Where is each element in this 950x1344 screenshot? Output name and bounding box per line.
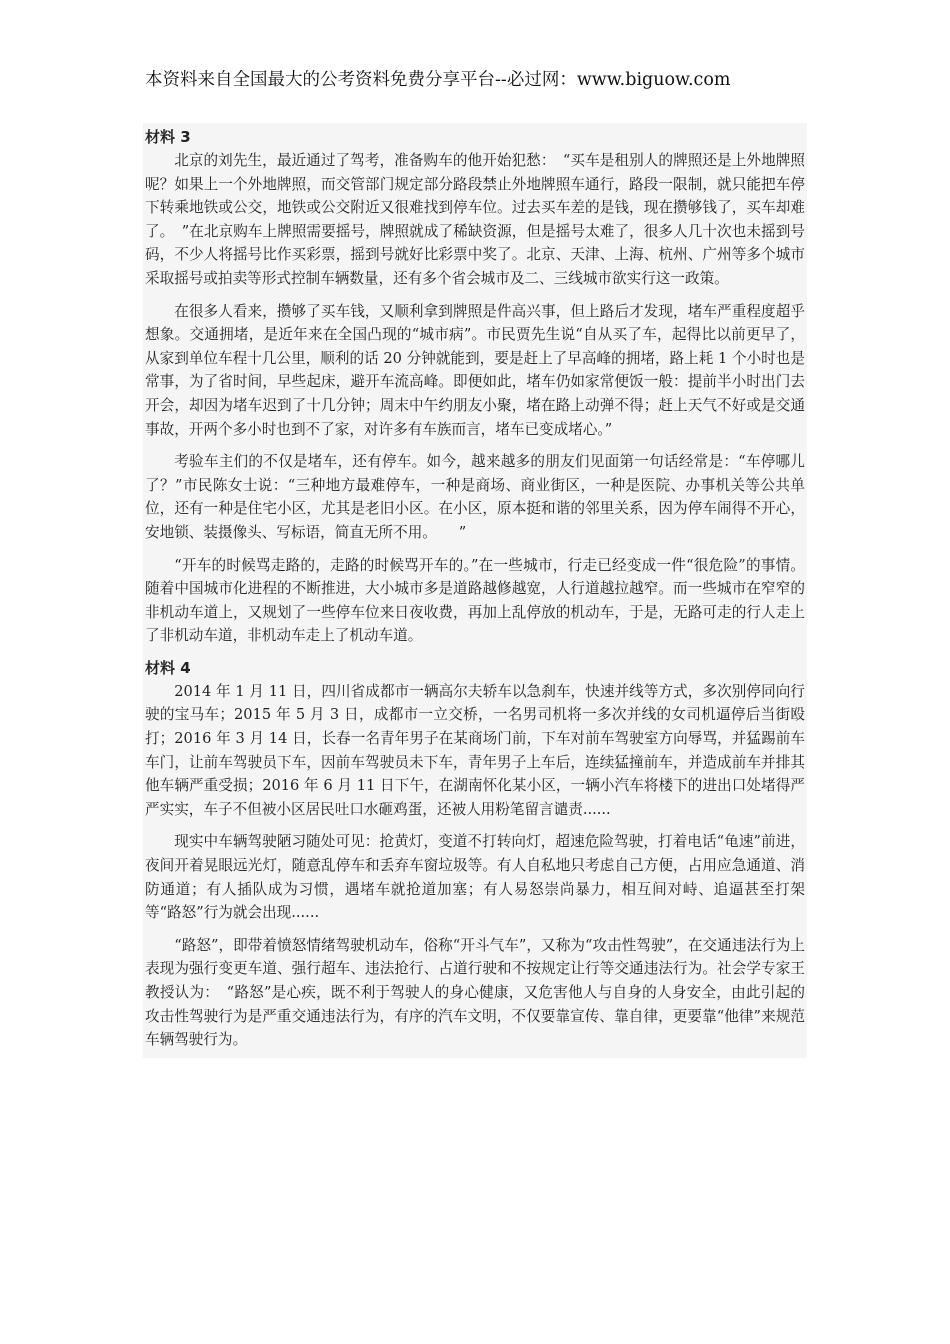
material-4-paragraph-3: “路怒”，即带着愤怒情绪驾驶机动车，俗称“开斗气车”，又称为“攻击性驾驶”，在交通违法行为上表现为强行变更车道、强行超车、违法抢行、占道行驶和不按规定让行等交通违法行为。社会学专家王教授认为： “路怒”是心疾，既不利于驾驶人的身心健康，又危害他人与自身的人身安全，由此引起的攻击性驾驶行为是严重交通违法行为，有序的汽车文明，不仅要靠宣传、靠自律，更要靠“他律”来规范车辆驾驶行为。 bbox=[145, 936, 805, 1049]
material-3-paragraph-2: 在很多人看来，攒够了买车钱，又顺利拿到牌照是件高兴事，但上路后才发现，堵车严重程度超乎想象。交通拥堵，是近年来在全国凸现的“城市病”。市民贾先生说“自从买了车，起得比以前更早了，从家到单位车程十几公里，顺利的话 20 分钟就能到，要是赶上了早高峰的拥堵，路上耗 1 个小时也是常事，为了省时间，早些起床，避开车流高峰。即便如此，堵车仍如家常便饭一般：提前半小时出门去开会，却因为堵车迟到了十几分钟；周末中午约朋友小聚，堵在路上动弹不得；赶上天气不好或是交通事故，开两个多小时也到不了家，对许多有车族而言，堵车已变成堵心。” bbox=[145, 302, 805, 438]
material-3-paragraph-4: “开车的时候骂走路的，走路的时候骂开车的。”在一些城市，行走已经变成一件“很危险”的事情。随着中国城市化进程的不断推进，大小城市多是道路越修越宽，人行道越拉越窄。而一些城市在窄窄的非机动车道上，又规划了一些停车位来日夜收费，再加上乱停放的机动车，于是，无路可走的行人走上了非机动车道，非机动车走上了机动车道。 bbox=[145, 556, 805, 645]
material-4-paragraph-1: 2014 年 1 月 11 日，四川省成都市一辆高尔夫轿车以急刹车，快速并线等方式，多次别停同向行驶的宝马车；2015 年 5 月 3 日，成都市一立交桥，一名男司机将一多次并线的女司机逼停后当街殴打；2016 年 3 月 14 日，长春一名青年男子在某商场门前，下车对前车驾驶室方向辱骂，并猛踢前车车门，让前车驾驶员下车，因前车驾驶员未下车，青年男子上车后，连续猛撞前车，并造成前车并排其他车辆严重受损；2016 年 6 月 11 日下午，在湖南怀化某小区，一辆小汽车将楼下的进出口处堵得严严实实，车子不但被小区居民吐口水砸鸡蛋，还被人用粉笔留言谴责...... bbox=[145, 682, 805, 818]
material-3-paragraph-1: 北京的刘先生，最近通过了驾考，准备购车的他开始犯愁： “买车是租别人的牌照还是上外地牌照呢？如果上一个外地牌照，而交管部门规定部分路段禁止外地牌照车通行，路段一限制，就只能把车停下转乘地铁或公交，地铁或公交附近又很难找到停车位。过去买车差的是钱，现在攒够钱了，买车却难了。 ”在北京购车上牌照需要摇号，牌照就成了稀缺资源，但是摇号太难了，很多人几十次也未摇到号码，不少人将摇号比作买彩票，摇到号就好比彩票中奖了。北京、天津、上海、杭州、广州等多个城市采取摇号或拍卖等形式控制车辆数量，还有多个省会城市及二、三线城市欲实行这一政策。 bbox=[145, 152, 805, 287]
material-4-paragraph-2: 现实中车辆驾驶陋习随处可见：抢黄灯，变道不打转向灯，超速危险驾驶，打着电话“龟速”前进，夜间开着晃眼远光灯，随意乱停车和丢弃车窗垃圾等。有人自私地只考虑自己方便，占用应急通道、消防通道；有人插队成为习惯，遇堵车就抢道加塞；有人易怒崇尚暴力，相互间对峙、追逼甚至打架等“路怒”行为就会出现...... bbox=[145, 833, 805, 922]
material-4-heading: 材料 4 bbox=[145, 658, 191, 677]
material-3-paragraph-3: 考验车主们的不仅是堵车，还有停车。如今，越来越多的朋友们见面第一句话经常是：“车停哪儿了？”市民陈女士说：“三种地方最难停车，一种是商场、商业街区，一种是医院、办事机关等公共单位，还有一种是住宅小区，尤其是老旧小区。在小区，原本挺和谐的邻里关系，因为停车闹得不开心，安地锁、装摄像头、写标语，简直无所不用。 ” bbox=[145, 453, 805, 541]
material-3-heading: 材料 3 bbox=[145, 128, 191, 146]
page-header-source-note: 本资料来自全国最大的公考资料免费分享平台--必过网：www.biguow.com bbox=[145, 70, 731, 90]
document-body bbox=[143, 123, 807, 1058]
